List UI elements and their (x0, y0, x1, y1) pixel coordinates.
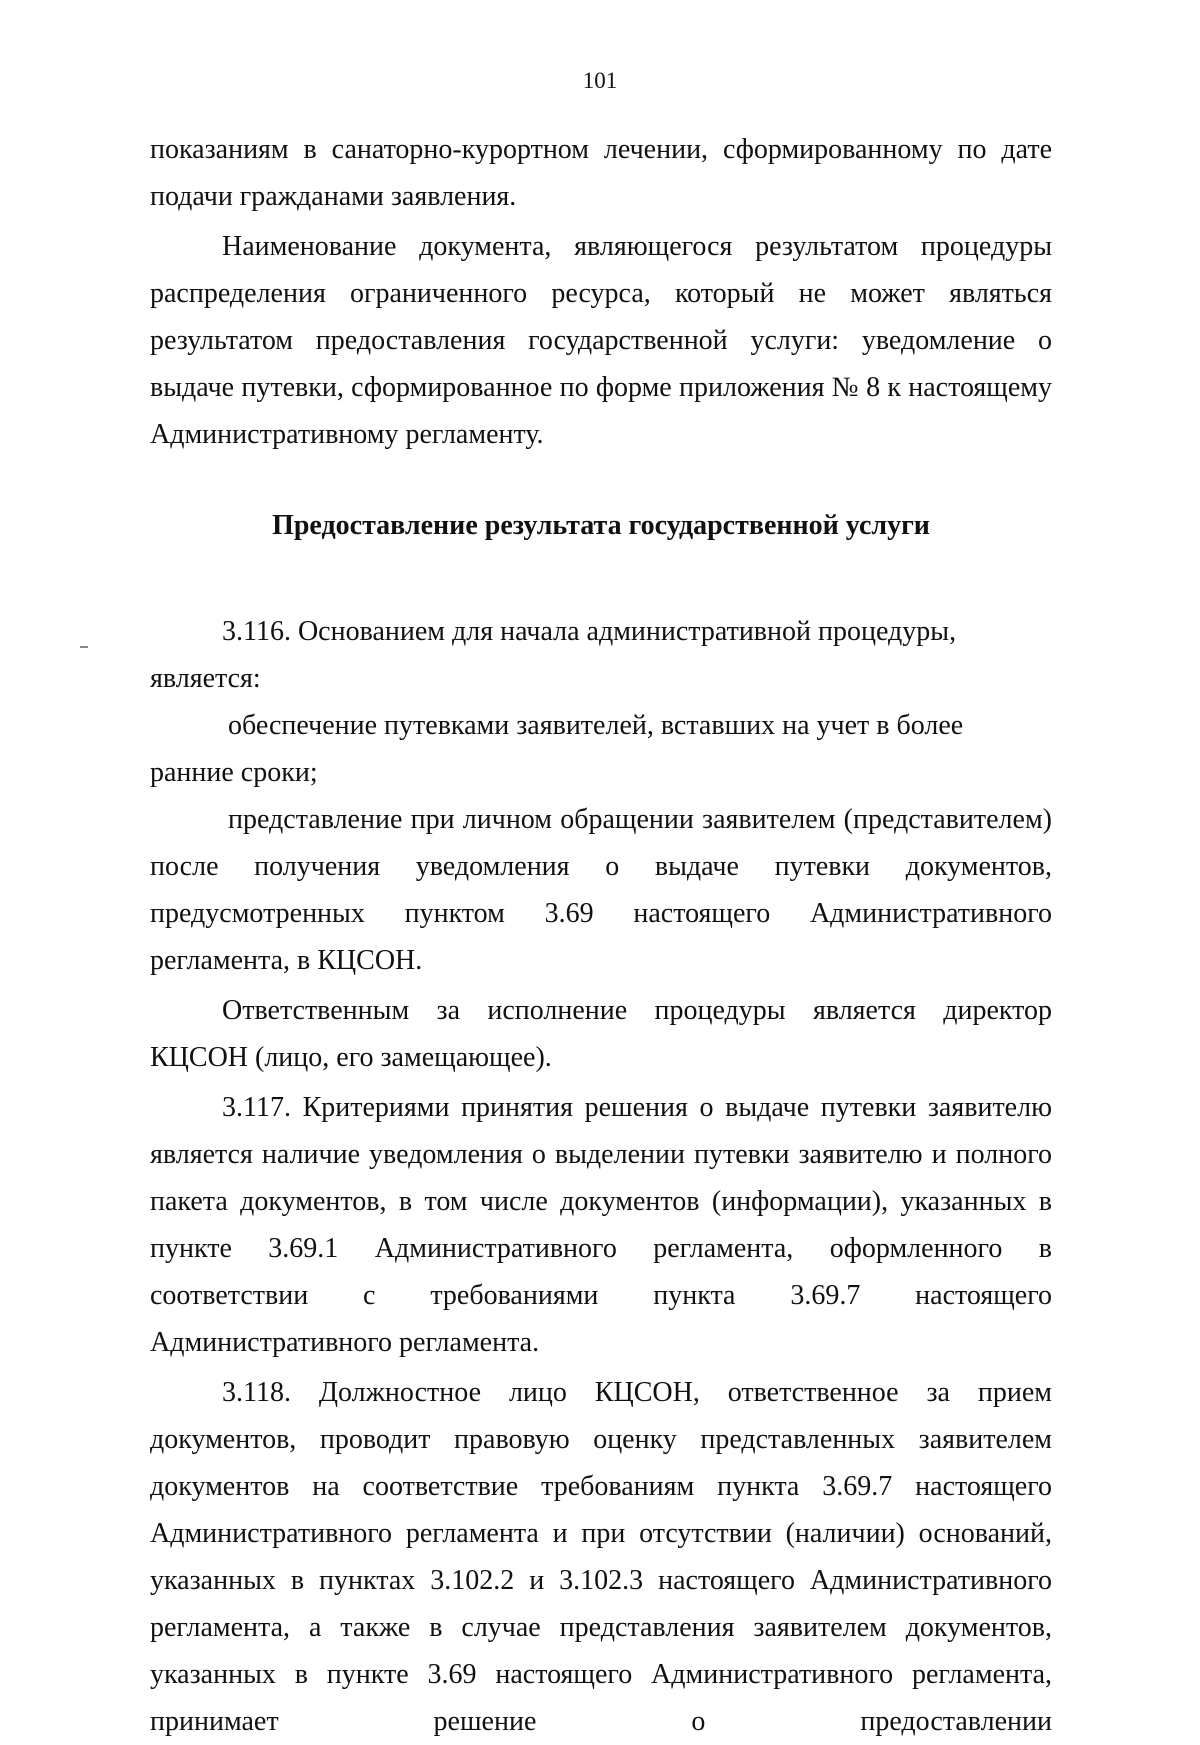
margin-mark (80, 646, 88, 648)
page-number: 101 (582, 68, 618, 93)
paragraph-3-118: 3.118. Должностное лицо КЦСОН, ответственное за прием документов, проводит правовую оценку представленных заявителем документов на соответствие требованиям пункта 3.69.7 настоящего Административного регламента и при отсутствии (наличии) оснований, указанных в пунктах 3.102.2 и 3.102.3 настоящего Административного регламента, а также в случае представления заявителем документов, указанных в пункте 3.69 настоящего Административного регламента, принимает решение о предоставлении (150, 1377, 1052, 1737)
section-heading: Предоставление результата государственной услуги (272, 510, 930, 541)
paragraph-submission: представление при личном обращении заявителем (представителем) после получения уведомления о выдаче путевки документов, предусмотренных пунктом 3.69 настоящего Административного регламента, в КЦСОН. (150, 804, 1052, 976)
paragraph-responsible: Ответственным за исполнение процедуры является директор КЦСОН (лицо, его замещающее). (150, 995, 1052, 1073)
paragraph-result-document: Наименование документа, являющегося результатом процедуры распределения ограниченного ресурса, который не может являться результатом предоставления государственной услуги: уведомление о выдаче путевки, сформированное по форме приложения № 8 к настоящему Административному регламенту. (150, 231, 1052, 450)
paragraph-provision-vouchers: обеспечение путевками заявителей, вставших на учет в более ранние сроки; (150, 710, 964, 788)
paragraph-3-116: 3.116. Основанием для начала административной процедуры, является: (150, 616, 957, 694)
paragraph-continuation: показаниям в санаторно-курортном лечении, сформированному по дате подачи гражданами заявления. (150, 134, 1052, 212)
document-body (150, 126, 1052, 1745)
paragraph-3-117: 3.117. Критериями принятия решения о выдаче путевки заявителю является наличие уведомления о выделении путевки заявителю и полного пакета документов, в том числе документов (информации), указанных в пункте 3.69.1 Административного регламента, оформленного в соответствии с требованиями пункта 3.69.7 настоящего Административного регламента. (150, 1092, 1052, 1358)
